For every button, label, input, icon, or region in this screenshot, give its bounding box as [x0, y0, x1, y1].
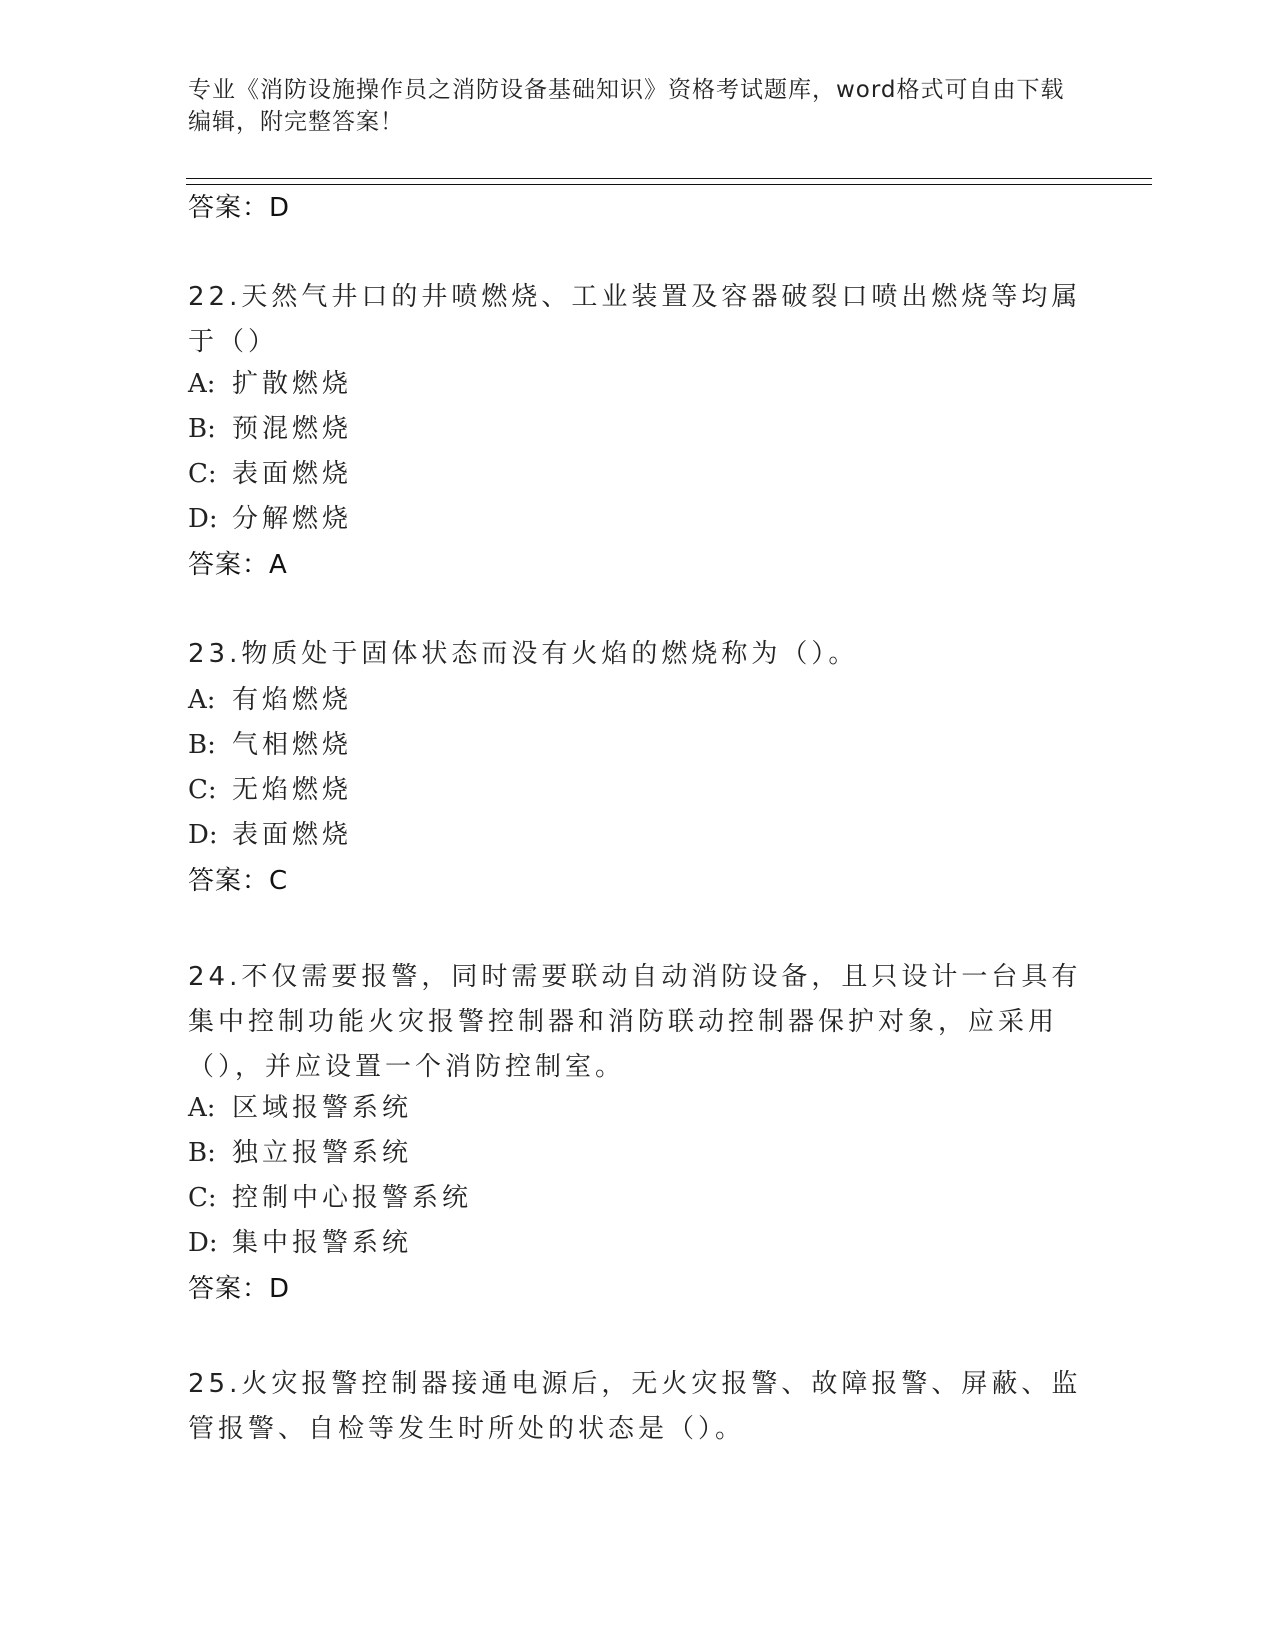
question-23-option-a — [188, 683, 352, 717]
question-23-option-d — [188, 818, 352, 852]
option-text: 集中报警系统 — [232, 1228, 413, 1258]
option-letter: D: — [188, 820, 218, 850]
option-letter: D: — [188, 504, 218, 534]
question-24-option-d — [188, 1226, 412, 1260]
question-22-option-d — [188, 502, 352, 536]
option-text: 气相燃烧 — [232, 730, 353, 760]
option-text: 有焰燃烧 — [232, 685, 353, 715]
option-letter: A: — [188, 685, 216, 715]
document-header: 专业《消防设施操作员之消防设备基础知识》资格考试题库，word格式可自由下载编辑，附完整答案！ — [188, 77, 1065, 135]
question-22-option-b — [188, 412, 352, 446]
option-text: 扩散燃烧 — [232, 369, 353, 399]
option-text: 无焰燃烧 — [232, 775, 353, 805]
header-divider-top — [186, 178, 1152, 179]
answer-22: 答案：A — [188, 550, 288, 580]
question-22-option-c — [188, 457, 352, 491]
option-letter: A: — [188, 369, 216, 399]
option-letter: D: — [188, 1228, 218, 1258]
option-letter: C: — [188, 1183, 217, 1213]
question-23-stem: 23.物质处于固体状态而没有火焰的燃烧称为（）。 — [188, 639, 859, 669]
header-divider-bottom — [186, 184, 1152, 185]
option-letter: B: — [188, 1138, 216, 1168]
option-letter: A: — [188, 1093, 216, 1123]
option-letter: C: — [188, 775, 217, 805]
question-24-stem: 24.不仅需要报警，同时需要联动自动消防设备，且只设计一台具有集中控制功能火灾报警控制器和消防联动控制器保护对象，应采用（），并应设置一个消防控制室。 — [188, 962, 1082, 1082]
option-text: 分解燃烧 — [232, 504, 353, 534]
answer-24: 答案：D — [188, 1274, 291, 1304]
option-letter: B: — [188, 730, 216, 760]
option-text: 预混燃烧 — [232, 414, 353, 444]
option-letter: B: — [188, 414, 216, 444]
option-text: 表面燃烧 — [232, 820, 353, 850]
question-23-option-b — [188, 728, 352, 762]
question-23-option-c — [188, 773, 352, 807]
answer-23: 答案：C — [188, 866, 289, 896]
question-22-stem: 22.天然气井口的井喷燃烧、工业装置及容器破裂口喷出燃烧等均属于（） — [188, 282, 1082, 357]
question-22-option-a — [188, 367, 352, 401]
answer-21: 答案：D — [188, 193, 291, 223]
option-text: 控制中心报警系统 — [232, 1183, 473, 1213]
option-text: 区域报警系统 — [232, 1093, 413, 1123]
option-letter: C: — [188, 459, 217, 489]
question-25-stem: 25.火灾报警控制器接通电源后，无火灾报警、故障报警、屏蔽、监管报警、自检等发生时所处的状态是（）。 — [188, 1369, 1082, 1444]
option-text: 独立报警系统 — [232, 1138, 413, 1168]
option-text: 表面燃烧 — [232, 459, 353, 489]
question-24-option-b — [188, 1136, 412, 1170]
question-24-option-a — [188, 1091, 412, 1125]
question-24-option-c — [188, 1181, 472, 1215]
